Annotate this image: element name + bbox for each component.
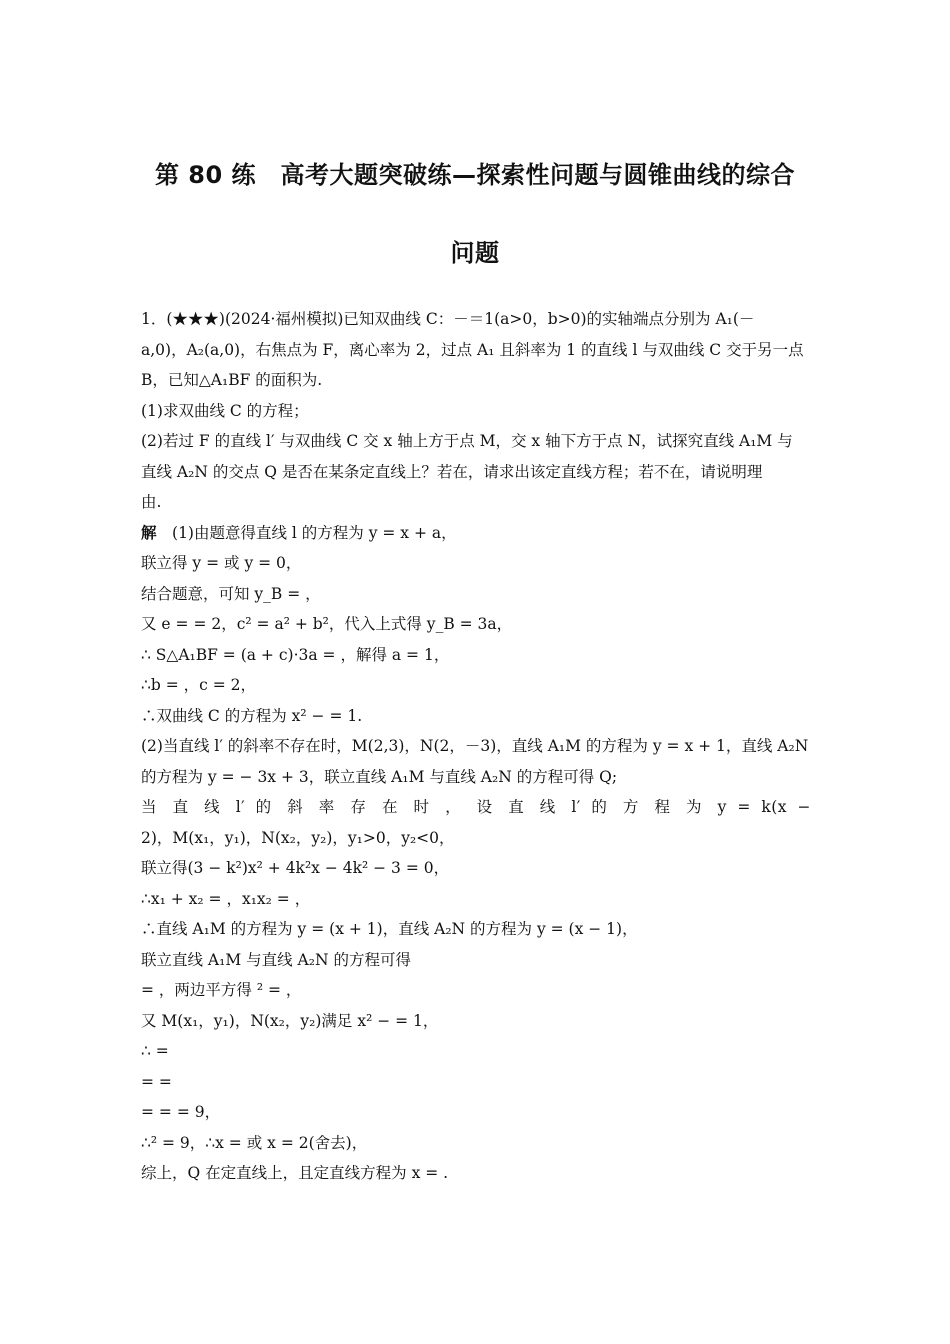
solution-line: 又 M(x₁，y₁)，N(x₂，y₂)满足 x² − = 1， [141,1011,439,1030]
solution-line: 联立直线 A₁M 与直线 A₂N 的方程可得 [141,950,411,969]
problem-content [141,304,811,1189]
solution-line: = ，两边平方得 ² = ， [141,981,302,999]
solution-line: ∴双曲线 C 的方程为 x² − = 1. [141,706,363,725]
solution-line: ∴直线 A₁M 的方程为 y = (x + 1)，直线 A₂N 的方程为 y = (x − 1)， [141,920,638,938]
solution-line: ∴² = 9，∴x = 或 x = 2(舍去)， [141,1133,368,1152]
solution-line: ∴x₁ + x₂ = ，x₁x₂ = ， [141,889,311,908]
solution-line: 结合题意，可知 y_B = ， [141,584,321,603]
solution-line: ∴b = ，c = 2， [141,676,257,694]
solution-line: 2)，M(x₁，y₁)，N(x₂，y₂)，y₁>0，y₂<0， [141,828,455,847]
solution-line: (2)当直线 l′ 的斜率不存在时，M(2,3)，N(2，－3)，直线 A₁M 的方程为 y = x + 1，直线 A₂N [141,737,809,755]
solution-line: 综上，Q 在定直线上，且定直线方程为 x = . [141,1164,449,1182]
problem-line: (1)求双曲线 C 的方程； [141,401,309,420]
problem-line: (2)若过 F 的直线 l′ 与双曲线 C 交 x 轴上方于点 M，交 x 轴下方于点 N，试探究直线 A₁M 与 [141,432,793,450]
problem-line: a,0)，A₂(a,0)，右焦点为 F，离心率为 2，过点 A₁ 且斜率为 1 的直线 l 与双曲线 C 交于另一点 [141,340,804,359]
problem-line: B，已知△A₁BF 的面积为. [141,371,323,389]
problem-line: 直线 A₂N 的交点 Q 是否在某条定直线上？若在，请求出该定直线方程；若不在，请说明理 [141,462,763,481]
solution-line: ∴ = [141,1042,169,1060]
solution-line: 联立得(3 − k²)x² + 4k²x − 4k² − 3 = 0， [141,859,450,877]
solution-line: 的方程为 y = − 3x + 3，联立直线 A₁M 与直线 A₂N 的方程可得 Q; [141,767,618,786]
solution-line: 联立得 y = 或 y = 0， [141,554,302,572]
solution-line: = = = 9， [141,1103,221,1121]
solution-text: (1)由题意得直线 l 的方程为 y = x + a， [156,523,457,542]
problem-line: 1．(★★★)(2024·福州模拟)已知双曲线 C：－＝1(a>0，b>0)的实轴端点分别为 A₁(－ [141,310,755,328]
solution-line: 又 e = = 2，c² = a² + b²，代入上式得 y_B = 3a， [141,615,513,633]
solution-line: ∴ S△A₁BF = (a + c)·3a = ，解得 a = 1， [141,645,450,664]
problem-line: 由. [141,493,162,511]
page-title: 第 80 练 高考大题突破练—探索性问题与圆锥曲线的综合 [154,161,796,189]
solution-label: 解 [141,523,157,542]
page-title-continued: 问题 [450,239,500,267]
solution-line: = = [141,1072,172,1091]
solution-first-line [141,518,811,549]
solution-line-justified: 当 直 线 l′ 的 斜 率 存 在 时 ， 设 直 线 l′ 的 方 程 为 y = k(x − [141,798,811,816]
